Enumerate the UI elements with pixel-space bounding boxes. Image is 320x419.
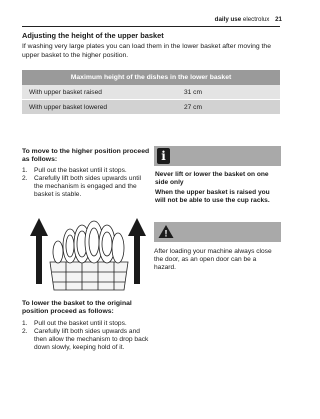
- page-number: 21: [275, 16, 282, 23]
- lower-position-steps: [22, 320, 150, 352]
- arrow-up-icon: [30, 218, 48, 284]
- list-item: [22, 328, 150, 352]
- page-header: [215, 16, 282, 23]
- lower-position-title: To lower the basket to the original position proceed as follows:: [22, 300, 132, 316]
- section-title: Adjusting the height of the upper basket: [22, 31, 164, 40]
- row-label: With upper basket raised: [29, 88, 102, 96]
- arrow-up-icon: [128, 218, 146, 284]
- table-header: Maximum height of the dishes in the lower basket: [22, 70, 280, 85]
- height-table: [22, 70, 280, 114]
- info-icon: i: [157, 148, 170, 164]
- table-row: [22, 85, 280, 100]
- warning-icon: [158, 224, 174, 239]
- step-text: Carefully lift both sides upwards and then allow the mechanism to drop back down slowly, keeping hold of it.: [34, 328, 149, 351]
- row-label: With upper basket lowered: [29, 103, 108, 111]
- info-note-line2: When the upper basket is raised you will not be able to use the cup racks.: [155, 189, 270, 204]
- basket-illustration: [30, 212, 148, 294]
- list-item: [22, 167, 150, 175]
- warning-banner: [154, 222, 281, 242]
- step-text: Pull out the basket until it stops.: [34, 167, 127, 174]
- list-item: [22, 175, 150, 199]
- info-banner: [154, 146, 281, 166]
- header-section: daily use: [214, 16, 242, 23]
- warning-icon-glyph: !: [164, 228, 168, 239]
- step-number: 1.: [22, 167, 28, 174]
- higher-position-title: To move to the higher position proceed as follows:: [22, 148, 150, 164]
- step-number: 2.: [22, 328, 28, 335]
- step-text: Carefully lift both sides upwards until the mechanism is engaged and the basket is stable.: [34, 175, 142, 198]
- step-number: 1.: [22, 320, 28, 327]
- header-divider: [22, 26, 280, 27]
- higher-position-steps: [22, 167, 150, 199]
- step-number: 2.: [22, 175, 28, 182]
- intro-paragraph: If washing very large plates you can load them in the lower basket after moving the upper basket to the higher position.: [22, 43, 271, 59]
- table-row: [22, 100, 280, 114]
- header-brand: electrolux: [242, 16, 270, 23]
- warning-text: After loading your machine always close the door, as an open door can be a hazard.: [154, 248, 272, 272]
- list-item: [22, 320, 150, 328]
- step-text: Pull out the basket until it stops.: [34, 320, 127, 327]
- row-value: 27 cm: [184, 103, 202, 111]
- row-value: 31 cm: [184, 88, 202, 96]
- info-note-line1: Never lift or lower the basket on one side only: [155, 171, 269, 186]
